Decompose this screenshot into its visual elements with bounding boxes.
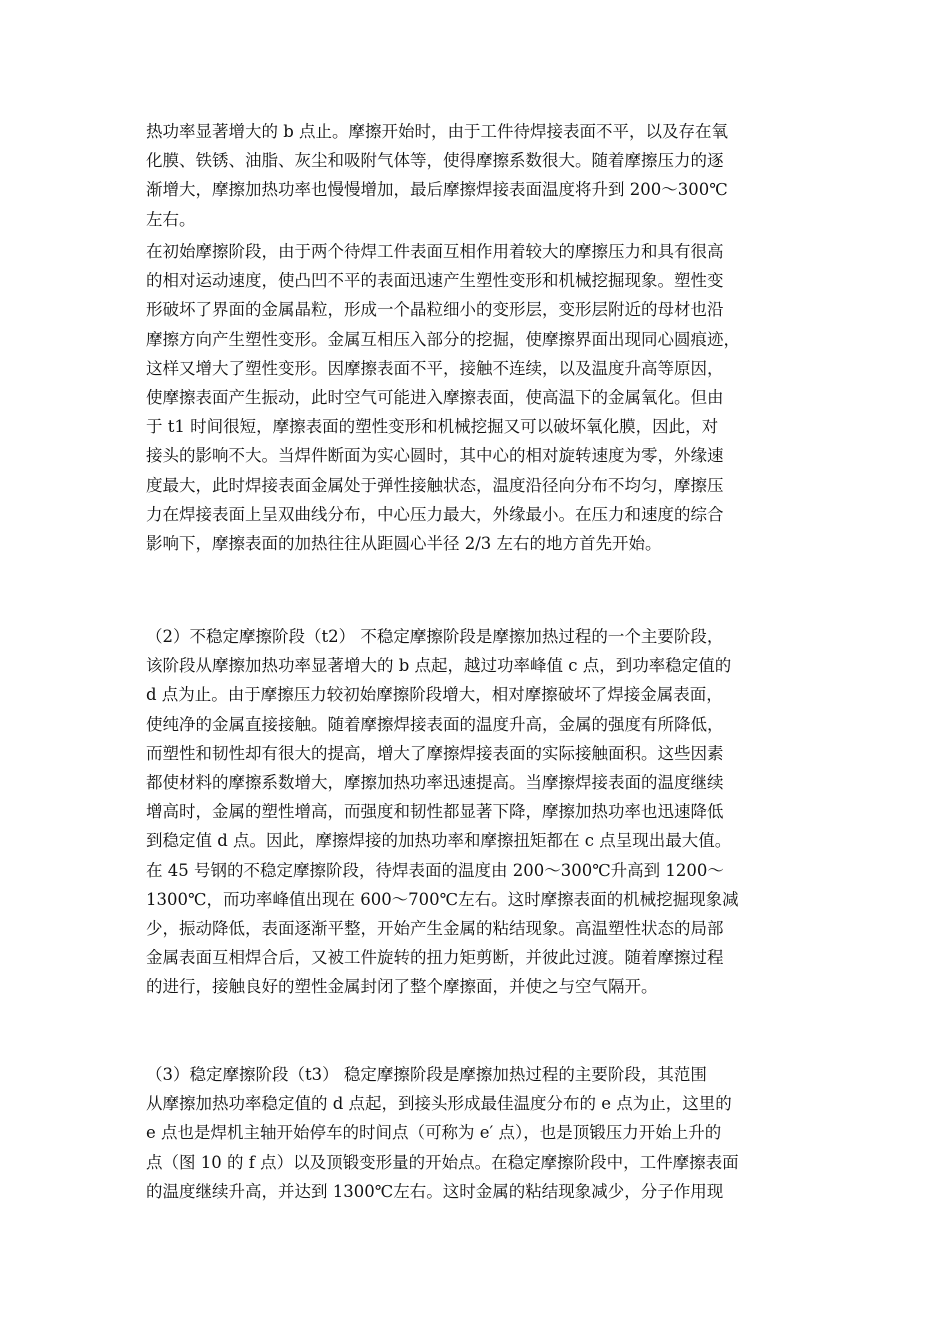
text-line: 摩擦方向产生塑性变形。金属互相压入部分的挖掘，使摩擦界面出现同心圆痕迹， [146, 329, 740, 349]
text-line: 使纯净的金属直接接触。随着摩擦焊接表面的温度升高，金属的强度有所降低， [146, 714, 724, 734]
text-line: 的相对运动速度，使凸凹不平的表面迅速产生塑性变形和机械挖掘现象。塑性变 [146, 271, 724, 291]
text-line: 增高时，金属的塑性增高，而强度和韧性都显著下降，摩擦加热功率也迅速降低 [146, 802, 724, 822]
text-line: 左右。 [146, 209, 196, 229]
text-line: 都使材料的摩擦系数增大，摩擦加热功率迅速提高。当摩擦焊接表面的温度继续 [146, 773, 724, 793]
text-line: 从摩擦加热功率稳定值的 d 点起，到接头形成最佳温度分布的 e 点为止，这里的 [146, 1094, 732, 1114]
text-line: 形破坏了界面的金属晶粒，形成一个晶粒细小的变形层，变形层附近的母材也沿 [146, 300, 724, 320]
text-line: 热功率显著增大的 b 点止。摩擦开始时，由于工件待焊接表面不平，以及存在氧 [146, 122, 729, 141]
text-line: 度最大，此时焊接表面金属处于弹性接触状态，温度沿径向分布不均匀，摩擦压 [146, 475, 724, 495]
text-line: 在 45 号钢的不稳定摩擦阶段，待焊表面的温度由 200～300℃升高到 1200～ [146, 860, 724, 880]
text-line: 渐增大，摩擦加热功率也慢慢增加，最后摩擦焊接表面温度将升到 200～300℃ [146, 180, 728, 200]
paragraph-initial-friction-end [146, 117, 728, 234]
text-line: d 点为止。由于摩擦压力较初始摩擦阶段增大，相对摩擦破坏了焊接金属表面， [146, 685, 723, 705]
text-line: 接头的影响不大。当焊件断面为实心圆时，其中心的相对旋转速度为零，外缘速 [146, 446, 724, 466]
text-line: 使摩擦表面产生振动，此时空气可能进入摩擦表面，使高温下的金属氧化。但由 [146, 388, 724, 408]
text-line: 在初始摩擦阶段，由于两个待焊工件表面互相作用着较大的摩擦压力和具有很高 [146, 242, 724, 261]
text-line: 点（图 10 的 f 点）以及顶锻变形量的开始点。在稳定摩擦阶段中，工件摩擦表面 [146, 1152, 739, 1172]
text-line: 于 t1 时间很短，摩擦表面的塑性变形和机械挖掘又可以破坏氧化膜，因此，对 [146, 417, 719, 437]
paragraph-unstable-friction-stage [146, 622, 739, 1002]
text-line: 的温度继续升高，并达到 1300℃左右。这时金属的粘结现象减少，分子作用现 [146, 1181, 724, 1201]
text-line: 这样又增大了塑性变形。因摩擦表面不平，接触不连续，以及温度升高等原因， [146, 358, 724, 378]
text-line: e 点也是焊机主轴开始停车的时间点（可称为 e′ 点），也是顶锻压力开始上升的 [146, 1123, 722, 1143]
text-line: （2）不稳定摩擦阶段（t2） 不稳定摩擦阶段是摩擦加热过程的一个主要阶段， [146, 627, 724, 646]
text-line: 化膜、铁锈、油脂、灰尘和吸附气体等，使得摩擦系数很大。随着摩擦压力的逐 [146, 151, 724, 171]
text-line: 而塑性和韧性却有很大的提高，增大了摩擦焊接表面的实际接触面积。这些因素 [146, 743, 724, 763]
text-line: 的进行，接触良好的塑性金属封闭了整个摩擦面，并使之与空气隔开。 [146, 977, 658, 997]
text-line: 少，振动降低，表面逐渐平整，开始产生金属的粘结现象。高温塑性状态的局部 [146, 919, 724, 939]
text-line: 1300℃，而功率峰值出现在 600～700℃左右。这时摩擦表面的机械挖掘现象减 [146, 889, 739, 909]
paragraph-stable-friction-stage [146, 1060, 739, 1206]
text-line: 金属表面互相焊合后，又被工件旋转的扭力矩剪断，并彼此过渡。随着摩擦过程 [146, 948, 724, 968]
text-line: 影响下，摩擦表面的加热往往从距圆心半径 2/3 左右的地方首先开始。 [146, 534, 662, 554]
text-line: 到稳定值 d 点。因此，摩擦焊接的加热功率和摩擦扭矩都在 c 点呈现出最大值。 [146, 831, 732, 851]
paragraph-initial-friction-stage [146, 237, 740, 558]
text-line: 力在焊接表面上呈双曲线分布，中心压力最大，外缘最小。在压力和速度的综合 [146, 504, 724, 524]
text-line: （3）稳定摩擦阶段（t3） 稳定摩擦阶段是摩擦加热过程的主要阶段，其范围 [146, 1065, 707, 1084]
text-line: 该阶段从摩擦加热功率显著增大的 b 点起，越过功率峰值 c 点，到功率稳定值的 [146, 656, 732, 676]
